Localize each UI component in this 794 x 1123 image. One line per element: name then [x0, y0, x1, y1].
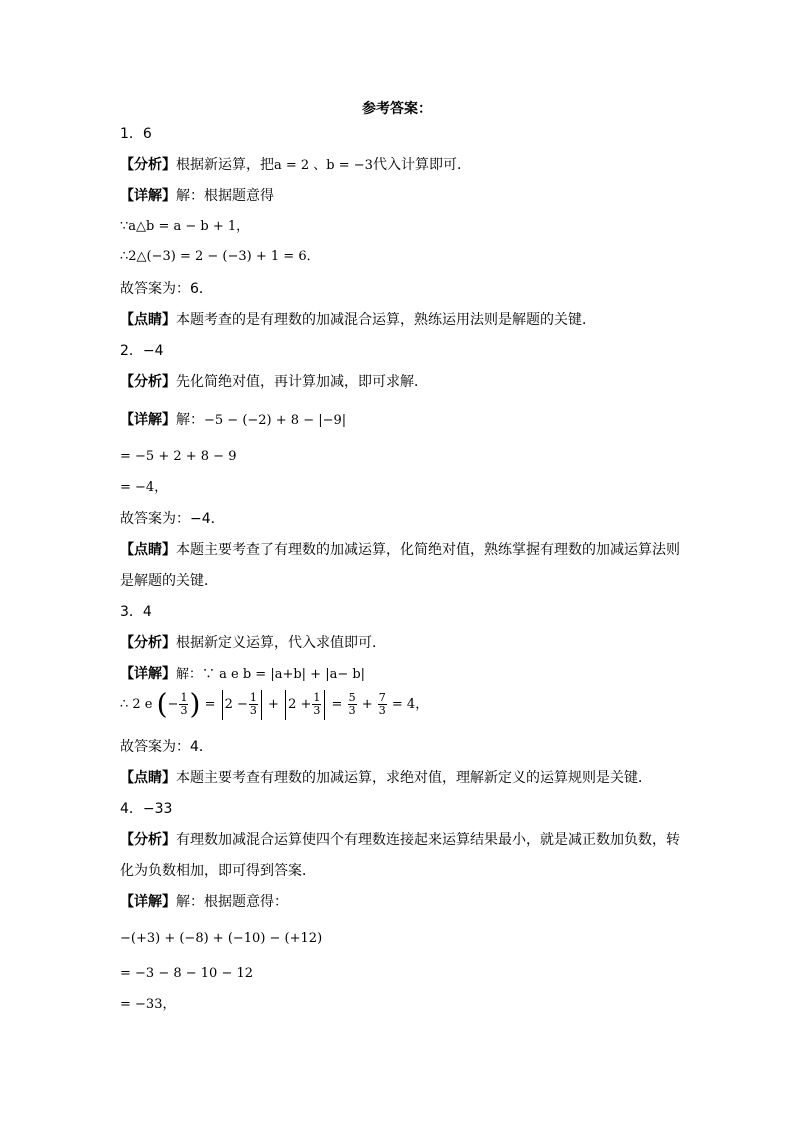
q3-step-result: = 4，: [391, 697, 429, 712]
two-plus: 2 +: [288, 697, 312, 712]
detail-tag: 【详解】: [120, 188, 176, 204]
q1-number: 1．6: [120, 126, 152, 142]
q2-analysis-text: 先化简绝对值，再计算加减，即可求解．: [176, 374, 428, 390]
numerator: 1: [249, 691, 257, 704]
q1-analysis-text: 根据新运算，把: [176, 157, 274, 173]
q4-step3: = −33，: [120, 997, 176, 1012]
q2-note-cont: 是解题的关键．: [120, 573, 218, 589]
analysis-tag: 【分析】: [120, 157, 176, 173]
q2-detail-text: 解：: [176, 412, 204, 428]
abs-bar: [285, 690, 286, 720]
denominator: 3: [313, 704, 321, 717]
abs-bar: [261, 690, 262, 720]
q1-analysis: [120, 155, 471, 176]
q3-computation: [120, 688, 428, 728]
analysis-tag: 【分析】: [120, 832, 176, 848]
q4-detail-text: 解：根据题意得：: [176, 894, 288, 910]
q1-detail: [120, 186, 274, 206]
analysis-tag: 【分析】: [120, 635, 176, 651]
note-tag: 【点睛】: [120, 312, 176, 328]
minus-sign: −: [167, 697, 179, 712]
equals: =: [204, 697, 216, 712]
q3-note-text: 本题主要考查有理数的加减运算，求绝对值，理解新定义的运算规则是关键．: [176, 770, 652, 786]
plus: +: [268, 697, 279, 712]
q2-note-text: 本题主要考查了有理数的加减运算，化简绝对值，熟练掌握有理数的加减运算法则: [176, 542, 680, 558]
q3-answer: 故答案为：4．: [120, 739, 213, 755]
q1-step1: ∵a△b = a − b + 1，: [120, 219, 250, 234]
q2-detail: [120, 410, 346, 431]
right-paren: ): [189, 687, 201, 721]
abs-bar: [222, 690, 223, 720]
denominator: 3: [378, 704, 386, 717]
q3-analysis-text: 根据新定义运算，代入求值即可．: [176, 635, 386, 651]
q4-number: 4．−33: [120, 801, 173, 817]
abs-bar: [324, 690, 325, 720]
q3-number: 3．4: [120, 604, 152, 620]
fraction-one-third: [179, 692, 188, 717]
q3-detail-text: 解：∵ a e b = |a+b| + |a− b|: [176, 667, 366, 682]
q1-step2: ∴2△(−3) = 2 − (−3) + 1 = 6．: [120, 249, 320, 264]
q4-analysis-text: 有理数加减混合运算使四个有理数连接起来运算结果最小，就是减正数加负数，转: [176, 832, 680, 848]
fraction-one-third: [249, 692, 258, 717]
q2-note: [120, 540, 680, 560]
q3-note: [120, 768, 652, 788]
q4-analysis: [120, 830, 680, 850]
q2-step2: = −4，: [120, 480, 168, 495]
fraction-seven-thirds: [378, 692, 387, 717]
numerator: 1: [313, 691, 321, 704]
q2-step1: = −5 + 2 + 8 − 9: [120, 449, 237, 464]
q3-analysis: [120, 633, 386, 653]
fraction-five-thirds: [348, 692, 357, 717]
numerator: 7: [378, 691, 386, 704]
q2-analysis: [120, 372, 428, 392]
equals: =: [331, 697, 343, 712]
q2-detail-math: −5 − (−2) + 8 − |−9|: [204, 413, 347, 428]
two-minus: 2 −: [224, 697, 248, 712]
left-paren: (: [156, 687, 168, 721]
note-tag: 【点睛】: [120, 542, 176, 558]
q1-analysis-math: a = 2 、b = −3: [274, 158, 373, 173]
denominator: 3: [249, 704, 257, 717]
q3-step-prefix: ∴ 2 e: [120, 697, 153, 712]
q4-detail: [120, 892, 288, 912]
numerator: 1: [180, 691, 188, 704]
page-title: 参考答案：: [362, 101, 432, 117]
q4-step2: = −3 − 8 − 10 − 12: [120, 966, 254, 981]
q2-number: 2．−4: [120, 343, 164, 359]
detail-tag: 【详解】: [120, 412, 176, 428]
q4-step1: −(+3) + (−8) + (−10) − (+12): [120, 931, 323, 946]
denominator: 3: [180, 704, 188, 717]
q1-note-text: 本题考查的是有理数的加减混合运算，熟练运用法则是解题的关键．: [176, 312, 596, 328]
analysis-tag: 【分析】: [120, 374, 176, 390]
numerator: 5: [348, 691, 356, 704]
note-tag: 【点睛】: [120, 770, 176, 786]
q2-answer: 故答案为：−4．: [120, 511, 225, 527]
q1-detail-text: 解：根据题意得: [176, 188, 274, 204]
detail-tag: 【详解】: [120, 894, 176, 910]
q1-analysis-end: 代入计算即可．: [372, 157, 471, 173]
plus: +: [361, 697, 373, 712]
q4-analysis-cont: 化为负数相加，即可得到答案．: [120, 863, 316, 879]
q1-note: [120, 310, 596, 330]
denominator: 3: [348, 704, 356, 717]
q1-answer: 故答案为：6．: [120, 281, 213, 297]
detail-tag: 【详解】: [120, 666, 176, 682]
fraction-one-third: [312, 692, 321, 717]
q3-detail: [120, 664, 365, 685]
